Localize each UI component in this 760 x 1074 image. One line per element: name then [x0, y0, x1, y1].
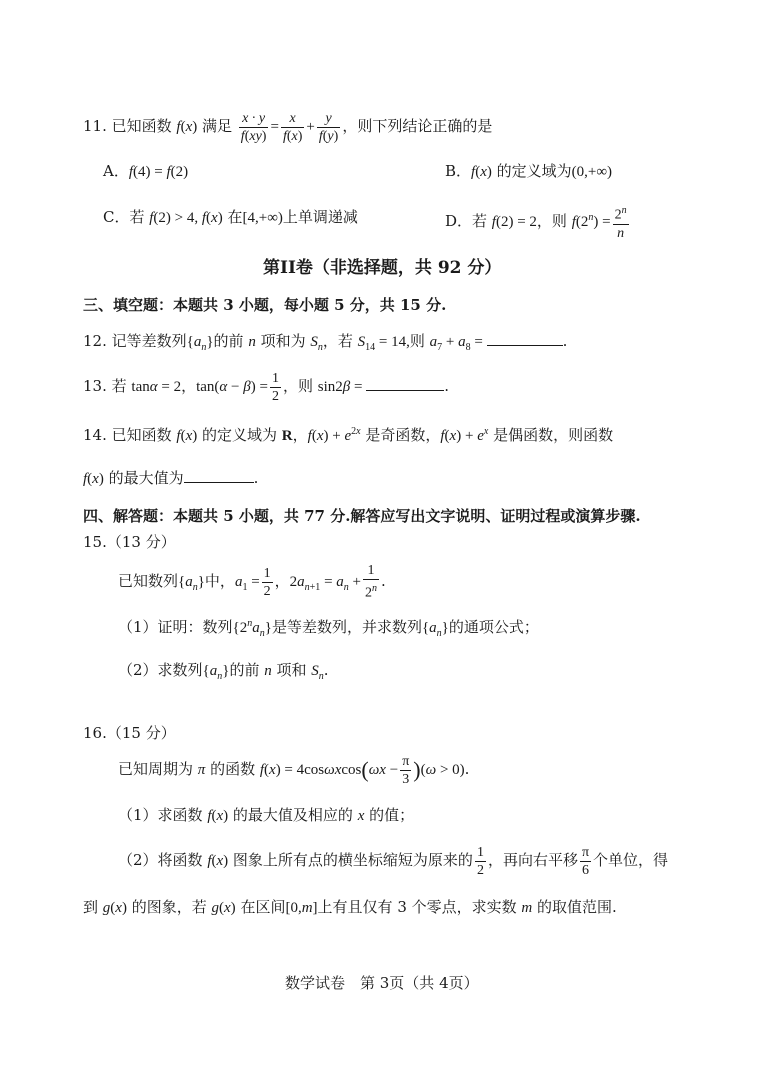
q11-option-c: C．若 f(2) > 4, f(x) 在[4,+∞)上单调递减	[103, 208, 358, 226]
q11-option-b: B．f(x) 的定义域为(0,+∞)	[445, 162, 613, 180]
q15-part2: （2）求数列$\{a_n\}$的前 n 项和 $S_n$.	[118, 661, 329, 682]
page-footer: 数学试卷 第 3页（共 4页）	[285, 974, 479, 992]
part4-header: 四、解答题：本题共 5 小题，共 77 分.解答应写出文字说明、证明过程或演算步骤.	[83, 507, 641, 525]
q11-stem	[83, 104, 492, 149]
q16-part2-line1: （2）将函数 f(x) 图象上所有点的横坐标缩短为原来的 $\frac{1}{2}$ ，再向右平移 $\frac{\pi}{6}$ 个单位，得	[118, 844, 669, 878]
q12: 12. 记等差数列$\{a_n\}$的前 n 项和为 $S_n$，若 $S_{14} = 14$,则 $a_7 + a_8$ = .	[83, 332, 568, 353]
q16-part2-line2: 到 g(x) 的图象，若 g(x) 在区间[0,m]上有且仅有 3 个零点，求实数 m 的取值范围.	[83, 898, 617, 916]
q13-answer-blank[interactable]	[366, 389, 444, 391]
q14-line1: 14. 已知函数 f(x) 的定义域为 R，$f(x) + e^{2x}$ 是奇函数，$f(x) + e^x$ 是偶函数，则函数	[83, 426, 614, 444]
q13: 13. 若 tanα = 2，tan(α − β) = $\frac{1}{2}$ ，则 sin2β = .	[83, 370, 449, 404]
q11-text: 11. 已知函数 f(x) 满足 $\frac{x \cdot y}{f(xy)}$ = $\frac{x}{f(x)}$ + $\frac{y}{f(y)}$ ，则下列结论正确的是	[83, 110, 493, 144]
q11-option-d: D．若 f(2) = 2，则 $f(2^n)$ = $\frac{2^n}{n}$	[445, 196, 631, 244]
q15-stem: 已知数列$\{a_n\}$中，$a_1$ = $\frac{1}{2}$ ，$2a_{n+1} = a_n$ + $\frac{1}{2^n}$ .	[118, 563, 386, 601]
q16-stem: 已知周期为 π 的函数 f(x) = 4cosωxcos(ωx − $\frac{\pi}{3}$ )(ω > 0).	[118, 753, 470, 787]
q16-part1: （1）求函数 f(x) 的最大值及相应的 x 的值；	[118, 806, 415, 824]
part3-header: 三、填空题：本题共 3 小题，每小题 5 分，共 15 分.	[83, 296, 447, 314]
q12-answer-blank[interactable]	[487, 344, 563, 346]
q16-label: 16.（15 分）	[83, 724, 176, 742]
q15-part1: （1）证明：数列$\{2^na_n\}$是等差数列，并求数列$\{a_n\}$的通项公式；	[118, 618, 539, 639]
q11-option-a: A．f(4) = f(2)	[103, 162, 189, 180]
q14-line2: f(x) 的最大值为 .	[83, 469, 259, 487]
q14-answer-blank[interactable]	[184, 481, 254, 483]
q15-label: 15.（13 分）	[83, 533, 176, 551]
section2-title: 第II卷（非选择题，共 92 分）	[263, 258, 502, 278]
